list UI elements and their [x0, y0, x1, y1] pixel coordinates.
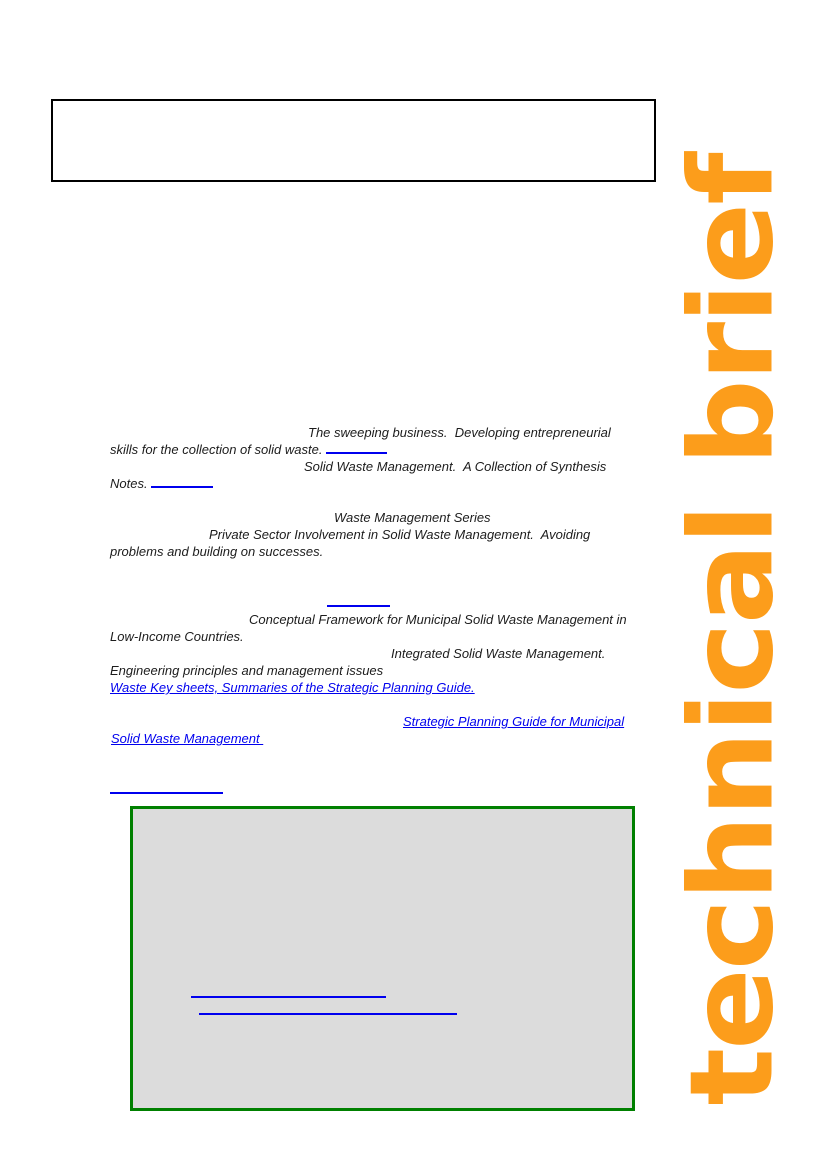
- notice-box: [130, 806, 635, 1111]
- reference-line: [110, 611, 658, 628]
- reference-line: [110, 526, 658, 543]
- reference-line: [110, 781, 658, 798]
- reference-text: Conceptual Framework for Municipal Solid Waste Management in: [249, 612, 627, 627]
- reference-line: [110, 594, 658, 611]
- reference-text: Private Sector Involvement in Solid Waste Management. Avoiding: [209, 527, 591, 542]
- notice-link-underline[interactable]: [191, 996, 386, 998]
- reference-line: [110, 747, 658, 764]
- references-block: [110, 424, 658, 798]
- reference-text: The sweeping business. Developing entrepreneurial: [308, 425, 611, 440]
- blank-link-underline[interactable]: [326, 441, 387, 454]
- reference-line: [110, 441, 658, 458]
- reference-line: [110, 475, 658, 492]
- notice-link-underline[interactable]: [199, 1013, 457, 1015]
- reference-text: Engineering principles and management issues: [110, 663, 384, 678]
- reference-line: [110, 424, 658, 441]
- reference-line: [110, 662, 658, 679]
- reference-text: Integrated Solid Waste Management.: [391, 646, 606, 661]
- reference-line: [110, 509, 658, 526]
- title-box: [51, 99, 656, 182]
- reference-line: [110, 645, 658, 662]
- reference-text: Low-Income Countries.: [110, 629, 244, 644]
- reference-line: [110, 560, 658, 577]
- reference-text: problems and building on successes.: [110, 544, 324, 559]
- reference-line: [110, 696, 658, 713]
- reference-line: [110, 764, 658, 781]
- technical-brief-banner: technical brief: [665, 154, 800, 1106]
- reference-link[interactable]: Strategic Planning Guide for Municipal: [403, 714, 625, 729]
- blank-link-underline[interactable]: [110, 781, 223, 794]
- blank-link-underline[interactable]: [151, 475, 213, 488]
- reference-line: [110, 679, 658, 696]
- reference-line: [110, 543, 658, 560]
- reference-line: [110, 492, 658, 509]
- reference-text: Solid Waste Management. A Collection of Synthesis: [304, 459, 607, 474]
- reference-line: [110, 458, 658, 475]
- reference-line: [110, 713, 658, 730]
- reference-text: Notes.: [110, 476, 152, 491]
- blank-link-underline[interactable]: [327, 594, 390, 607]
- reference-link[interactable]: Solid Waste Management: [111, 731, 264, 746]
- reference-line: [110, 577, 658, 594]
- reference-text: Waste Management Series: [334, 510, 491, 525]
- reference-line: [110, 628, 658, 645]
- reference-line: [110, 730, 658, 747]
- reference-link[interactable]: Waste Key sheets, Summaries of the Strategic Planning Guide.: [110, 680, 475, 695]
- reference-text: skills for the collection of solid waste.: [110, 442, 327, 457]
